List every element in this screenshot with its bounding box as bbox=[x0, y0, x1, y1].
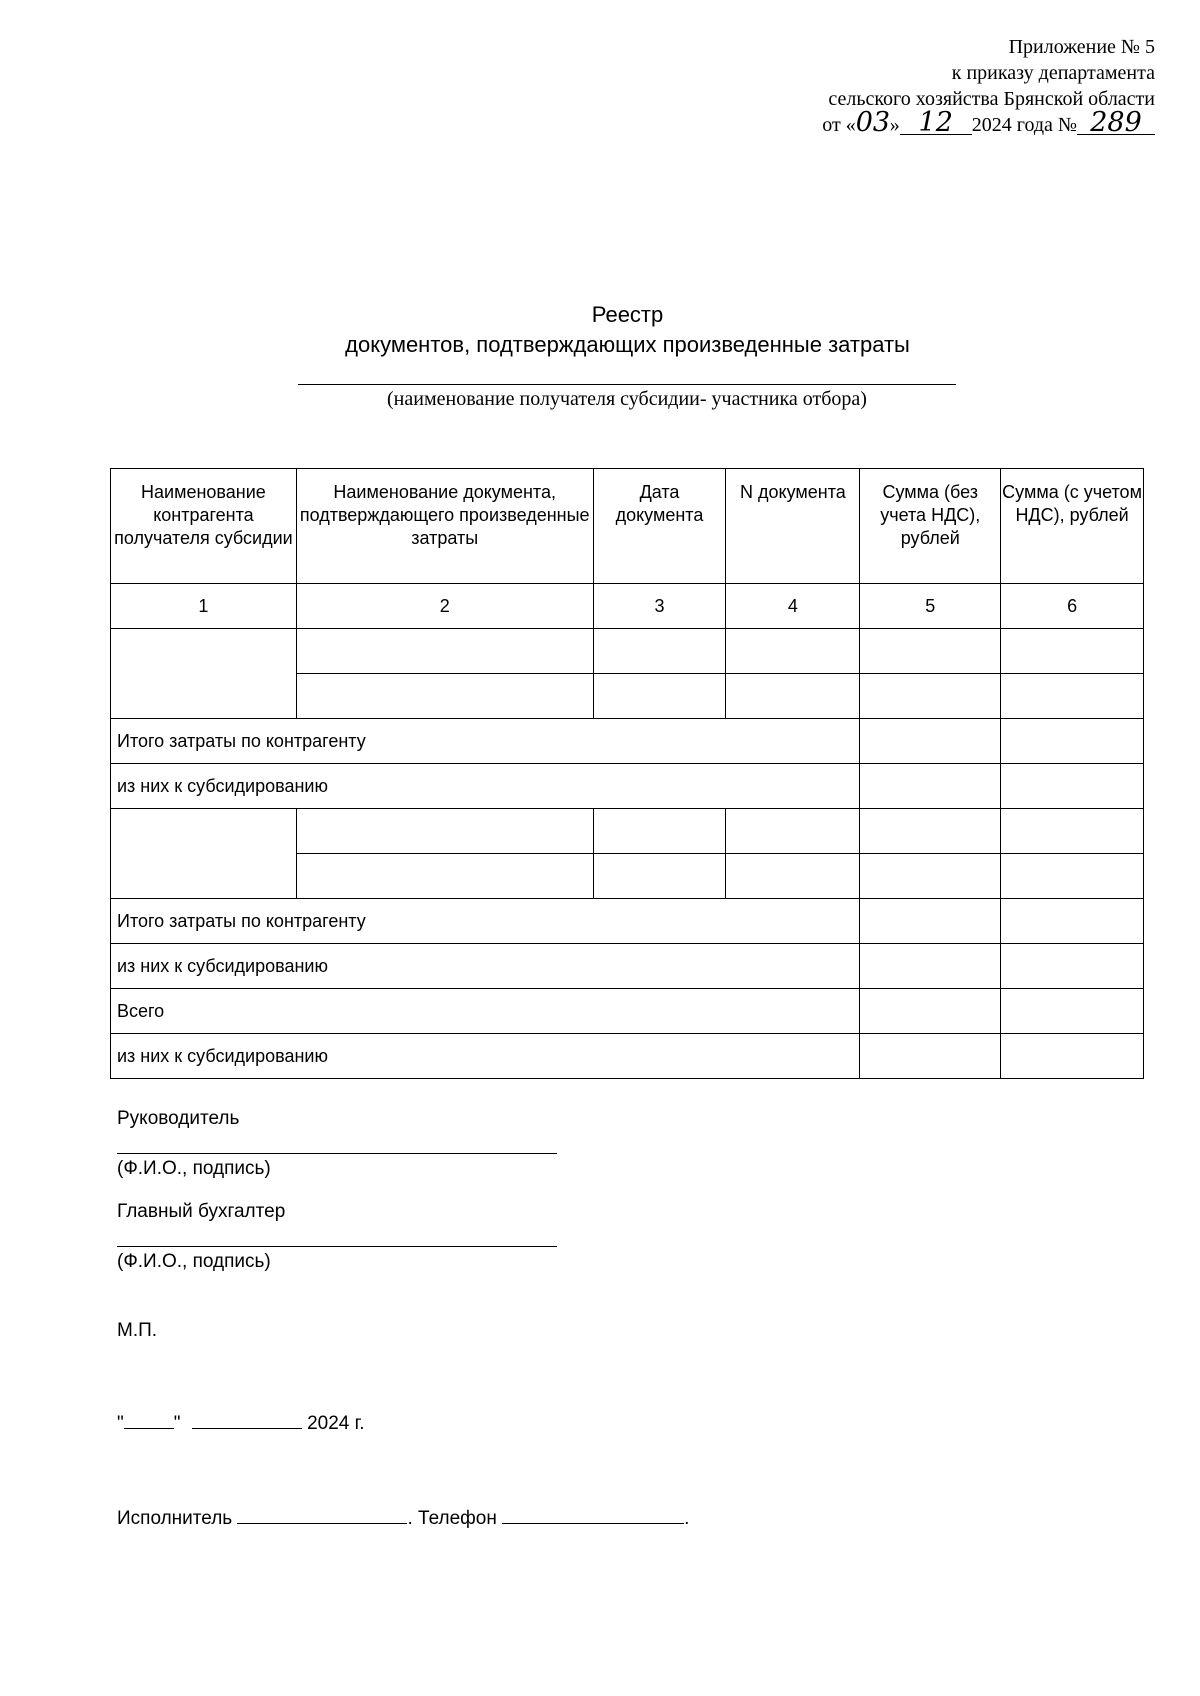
grand-total-row bbox=[111, 989, 1144, 1034]
table-cell[interactable] bbox=[860, 1034, 1001, 1079]
stamp-placeholder: М.П. bbox=[117, 1320, 158, 1341]
chief-accountant-fio-caption: (Ф.И.О., подпись) bbox=[117, 1251, 271, 1272]
table-cell[interactable] bbox=[296, 809, 593, 854]
table-cell[interactable] bbox=[860, 764, 1001, 809]
table-cell[interactable] bbox=[593, 674, 726, 719]
contractor-cell[interactable] bbox=[111, 629, 297, 719]
contractor-total-row bbox=[111, 719, 1144, 764]
annex-date-mid: » bbox=[889, 114, 900, 136]
table-cell[interactable] bbox=[1001, 899, 1144, 944]
table-cell[interactable] bbox=[1001, 629, 1144, 674]
annex-department: сельского хозяйства Брянской области bbox=[828, 88, 1155, 110]
header-sum-without-vat: Сумма (без учета НДС), рублей bbox=[860, 469, 1001, 584]
annex-year-text: 2024 года № bbox=[971, 114, 1077, 136]
contractor-total-label: Итого затраты по контрагенту bbox=[111, 719, 860, 764]
table-cell[interactable] bbox=[726, 854, 860, 899]
executor-line bbox=[117, 1505, 689, 1530]
subsidized-row bbox=[111, 764, 1144, 809]
header-document-name: Наименование документа, подтверждающего произведенные затраты bbox=[296, 469, 593, 584]
column-number-row bbox=[111, 584, 1144, 629]
table-cell[interactable] bbox=[1001, 1034, 1144, 1079]
date-open-quote: " bbox=[117, 1413, 124, 1434]
table-cell[interactable] bbox=[860, 899, 1001, 944]
document-title bbox=[0, 300, 1200, 360]
table-cell[interactable] bbox=[860, 674, 1001, 719]
phone-label: . Телефон bbox=[407, 1508, 497, 1529]
column-number: 6 bbox=[1001, 584, 1144, 629]
header-contractor: Наименование контрагента получателя субсидии bbox=[111, 469, 297, 584]
column-number: 2 bbox=[296, 584, 593, 629]
table-cell[interactable] bbox=[1001, 719, 1144, 764]
title-registry: Реестр bbox=[591, 302, 664, 327]
annex-header bbox=[822, 34, 1155, 138]
recipient-name-line bbox=[298, 384, 956, 385]
column-number: 1 bbox=[111, 584, 297, 629]
table-cell[interactable] bbox=[593, 809, 726, 854]
annex-title: Приложение № 5 bbox=[1008, 36, 1155, 58]
contractor-total-row bbox=[111, 899, 1144, 944]
head-signature-line[interactable] bbox=[117, 1153, 557, 1154]
executor-label: Исполнитель bbox=[117, 1508, 233, 1529]
annex-month: 12 bbox=[900, 112, 972, 135]
registry-table bbox=[110, 468, 1144, 1079]
table-cell[interactable] bbox=[296, 629, 593, 674]
table-cell[interactable] bbox=[860, 989, 1001, 1034]
annex-order-ref: к приказу департамента bbox=[951, 62, 1155, 84]
header-sum-with-vat: Сумма (с учетом НДС), рублей bbox=[1001, 469, 1144, 584]
subsidized-row bbox=[111, 944, 1144, 989]
annex-number: 289 bbox=[1077, 112, 1155, 135]
contractor-total-label: Итого затраты по контрагенту bbox=[111, 899, 860, 944]
table-cell[interactable] bbox=[1001, 944, 1144, 989]
phone-blank[interactable] bbox=[502, 1505, 684, 1524]
signature-date bbox=[117, 1410, 365, 1435]
date-day-blank[interactable] bbox=[124, 1410, 174, 1429]
table-row bbox=[111, 629, 1144, 674]
annex-date-line bbox=[822, 107, 1155, 138]
annex-date-prefix: от « bbox=[822, 114, 856, 136]
table-cell[interactable] bbox=[1001, 989, 1144, 1034]
table-cell[interactable] bbox=[1001, 764, 1144, 809]
table-cell[interactable] bbox=[1001, 809, 1144, 854]
table-header-row bbox=[111, 469, 1144, 584]
date-close-quote: " bbox=[173, 1413, 181, 1434]
end-dot: . bbox=[684, 1508, 690, 1529]
table-cell[interactable] bbox=[860, 854, 1001, 899]
chief-accountant-signature-line[interactable] bbox=[117, 1246, 557, 1247]
table-cell[interactable] bbox=[296, 674, 593, 719]
title-subject: документов, подтверждающих произведенные затраты bbox=[345, 332, 910, 357]
table-cell[interactable] bbox=[296, 854, 593, 899]
header-document-number: N документа bbox=[726, 469, 860, 584]
table-cell[interactable] bbox=[726, 809, 860, 854]
head-fio-caption: (Ф.И.О., подпись) bbox=[117, 1158, 271, 1179]
annex-day: 03 bbox=[855, 107, 891, 138]
table-row bbox=[111, 809, 1144, 854]
grand-total-label: Всего bbox=[111, 989, 860, 1034]
subsidized-label: из них к субсидированию bbox=[111, 764, 860, 809]
table-cell[interactable] bbox=[1001, 854, 1144, 899]
table-cell[interactable] bbox=[860, 719, 1001, 764]
table-cell[interactable] bbox=[860, 809, 1001, 854]
subsidized-label: из них к субсидированию bbox=[111, 944, 860, 989]
table-cell[interactable] bbox=[593, 854, 726, 899]
table-cell[interactable] bbox=[593, 629, 726, 674]
table-cell[interactable] bbox=[1001, 674, 1144, 719]
executor-blank[interactable] bbox=[237, 1505, 407, 1524]
date-month-blank[interactable] bbox=[192, 1410, 302, 1429]
recipient-caption: (наименование получателя субсидии- участника отбора) bbox=[387, 388, 867, 410]
chief-accountant-label: Главный бухгалтер bbox=[117, 1201, 286, 1222]
header-document-date: Дата документа bbox=[593, 469, 726, 584]
date-year: 2024 г. bbox=[307, 1413, 365, 1434]
subsidized-label: из них к субсидированию bbox=[111, 1034, 860, 1079]
grand-subsidized-row bbox=[111, 1034, 1144, 1079]
contractor-cell[interactable] bbox=[111, 809, 297, 899]
table-cell[interactable] bbox=[860, 629, 1001, 674]
column-number: 3 bbox=[593, 584, 726, 629]
column-number: 4 bbox=[726, 584, 860, 629]
table-cell[interactable] bbox=[726, 629, 860, 674]
head-label: Руководитель bbox=[117, 1108, 240, 1129]
table-cell[interactable] bbox=[860, 944, 1001, 989]
table-cell[interactable] bbox=[726, 674, 860, 719]
column-number: 5 bbox=[860, 584, 1001, 629]
